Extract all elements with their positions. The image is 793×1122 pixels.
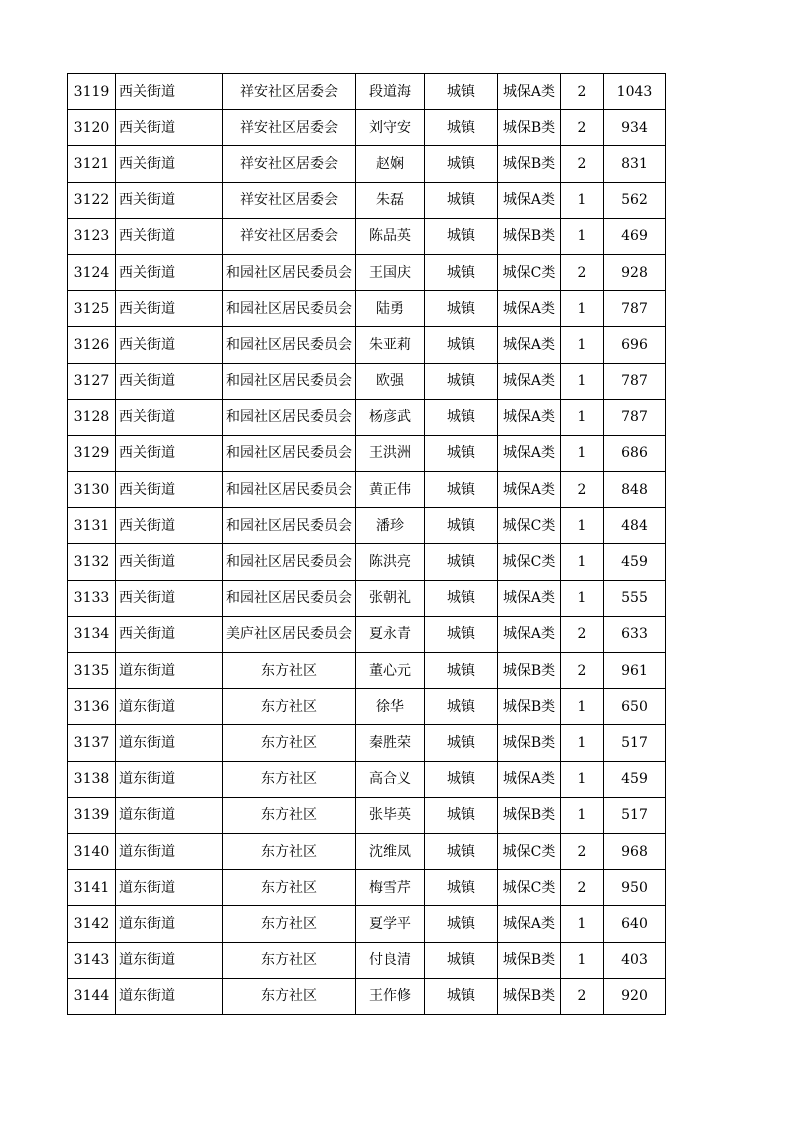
household-count-cell: 1 bbox=[561, 942, 604, 978]
name-cell: 张朝礼 bbox=[356, 580, 425, 616]
table-row bbox=[68, 327, 666, 363]
name-cell: 欧强 bbox=[356, 363, 425, 399]
insurance-type-cell: 城保A类 bbox=[498, 363, 561, 399]
name-cell: 秦胜荣 bbox=[356, 725, 425, 761]
amount-cell: 555 bbox=[604, 580, 666, 616]
street-cell: 西关街道 bbox=[116, 327, 223, 363]
household-count-cell: 1 bbox=[561, 761, 604, 797]
table-row bbox=[68, 435, 666, 471]
community-cell: 和园社区居民委员会 bbox=[223, 363, 356, 399]
community-cell: 祥安社区居委会 bbox=[223, 146, 356, 182]
amount-cell: 787 bbox=[604, 363, 666, 399]
insurance-type-cell: 城保C类 bbox=[498, 544, 561, 580]
area-cell: 城镇 bbox=[425, 182, 498, 218]
street-cell: 西关街道 bbox=[116, 435, 223, 471]
row-id-cell: 3132 bbox=[68, 544, 116, 580]
insurance-type-cell: 城保B类 bbox=[498, 797, 561, 833]
table-row bbox=[68, 399, 666, 435]
amount-cell: 787 bbox=[604, 291, 666, 327]
street-cell: 西关街道 bbox=[116, 291, 223, 327]
row-id-cell: 3133 bbox=[68, 580, 116, 616]
table-row bbox=[68, 146, 666, 182]
table-row bbox=[68, 870, 666, 906]
household-count-cell: 1 bbox=[561, 906, 604, 942]
insurance-type-cell: 城保A类 bbox=[498, 291, 561, 327]
street-cell: 西关街道 bbox=[116, 508, 223, 544]
community-cell: 和园社区居民委员会 bbox=[223, 472, 356, 508]
area-cell: 城镇 bbox=[425, 472, 498, 508]
street-cell: 西关街道 bbox=[116, 182, 223, 218]
household-count-cell: 1 bbox=[561, 580, 604, 616]
amount-cell: 633 bbox=[604, 616, 666, 652]
insurance-type-cell: 城保B类 bbox=[498, 725, 561, 761]
amount-cell: 950 bbox=[604, 870, 666, 906]
insurance-type-cell: 城保A类 bbox=[498, 761, 561, 797]
area-cell: 城镇 bbox=[425, 616, 498, 652]
name-cell: 王国庆 bbox=[356, 254, 425, 290]
street-cell: 西关街道 bbox=[116, 580, 223, 616]
row-id-cell: 3131 bbox=[68, 508, 116, 544]
name-cell: 潘珍 bbox=[356, 508, 425, 544]
household-count-cell: 2 bbox=[561, 74, 604, 110]
table-row bbox=[68, 508, 666, 544]
records-table bbox=[67, 73, 666, 1015]
amount-cell: 848 bbox=[604, 472, 666, 508]
community-cell: 和园社区居民委员会 bbox=[223, 327, 356, 363]
community-cell: 东方社区 bbox=[223, 761, 356, 797]
street-cell: 西关街道 bbox=[116, 472, 223, 508]
amount-cell: 920 bbox=[604, 978, 666, 1014]
community-cell: 东方社区 bbox=[223, 870, 356, 906]
insurance-type-cell: 城保A类 bbox=[498, 74, 561, 110]
table-row bbox=[68, 689, 666, 725]
table-row bbox=[68, 580, 666, 616]
street-cell: 西关街道 bbox=[116, 146, 223, 182]
table-row bbox=[68, 616, 666, 652]
row-id-cell: 3125 bbox=[68, 291, 116, 327]
amount-cell: 696 bbox=[604, 327, 666, 363]
household-count-cell: 1 bbox=[561, 435, 604, 471]
table-row bbox=[68, 761, 666, 797]
community-cell: 和园社区居民委员会 bbox=[223, 544, 356, 580]
area-cell: 城镇 bbox=[425, 363, 498, 399]
street-cell: 西关街道 bbox=[116, 399, 223, 435]
insurance-type-cell: 城保A类 bbox=[498, 182, 561, 218]
row-id-cell: 3127 bbox=[68, 363, 116, 399]
area-cell: 城镇 bbox=[425, 291, 498, 327]
household-count-cell: 2 bbox=[561, 146, 604, 182]
area-cell: 城镇 bbox=[425, 942, 498, 978]
household-count-cell: 1 bbox=[561, 399, 604, 435]
street-cell: 道东街道 bbox=[116, 653, 223, 689]
amount-cell: 686 bbox=[604, 435, 666, 471]
name-cell: 朱磊 bbox=[356, 182, 425, 218]
street-cell: 西关街道 bbox=[116, 254, 223, 290]
street-cell: 道东街道 bbox=[116, 978, 223, 1014]
table-row bbox=[68, 74, 666, 110]
row-id-cell: 3124 bbox=[68, 254, 116, 290]
amount-cell: 934 bbox=[604, 110, 666, 146]
insurance-type-cell: 城保A类 bbox=[498, 327, 561, 363]
area-cell: 城镇 bbox=[425, 906, 498, 942]
area-cell: 城镇 bbox=[425, 110, 498, 146]
community-cell: 和园社区居民委员会 bbox=[223, 580, 356, 616]
household-count-cell: 1 bbox=[561, 182, 604, 218]
household-count-cell: 2 bbox=[561, 254, 604, 290]
insurance-type-cell: 城保B类 bbox=[498, 653, 561, 689]
street-cell: 西关街道 bbox=[116, 110, 223, 146]
name-cell: 刘守安 bbox=[356, 110, 425, 146]
row-id-cell: 3128 bbox=[68, 399, 116, 435]
row-id-cell: 3134 bbox=[68, 616, 116, 652]
area-cell: 城镇 bbox=[425, 978, 498, 1014]
row-id-cell: 3139 bbox=[68, 797, 116, 833]
household-count-cell: 1 bbox=[561, 327, 604, 363]
name-cell: 徐华 bbox=[356, 689, 425, 725]
name-cell: 黄正伟 bbox=[356, 472, 425, 508]
insurance-type-cell: 城保C类 bbox=[498, 870, 561, 906]
insurance-type-cell: 城保B类 bbox=[498, 978, 561, 1014]
name-cell: 段道海 bbox=[356, 74, 425, 110]
insurance-type-cell: 城保A类 bbox=[498, 580, 561, 616]
street-cell: 西关街道 bbox=[116, 218, 223, 254]
area-cell: 城镇 bbox=[425, 399, 498, 435]
street-cell: 道东街道 bbox=[116, 797, 223, 833]
household-count-cell: 2 bbox=[561, 110, 604, 146]
amount-cell: 650 bbox=[604, 689, 666, 725]
table-row bbox=[68, 363, 666, 399]
area-cell: 城镇 bbox=[425, 797, 498, 833]
insurance-type-cell: 城保A类 bbox=[498, 616, 561, 652]
community-cell: 东方社区 bbox=[223, 689, 356, 725]
community-cell: 美庐社区居民委员会 bbox=[223, 616, 356, 652]
amount-cell: 968 bbox=[604, 833, 666, 869]
area-cell: 城镇 bbox=[425, 870, 498, 906]
community-cell: 和园社区居民委员会 bbox=[223, 508, 356, 544]
insurance-type-cell: 城保A类 bbox=[498, 906, 561, 942]
street-cell: 西关街道 bbox=[116, 616, 223, 652]
table-row bbox=[68, 978, 666, 1014]
table-row bbox=[68, 472, 666, 508]
name-cell: 朱亚莉 bbox=[356, 327, 425, 363]
amount-cell: 787 bbox=[604, 399, 666, 435]
area-cell: 城镇 bbox=[425, 218, 498, 254]
row-id-cell: 3135 bbox=[68, 653, 116, 689]
community-cell: 和园社区居民委员会 bbox=[223, 435, 356, 471]
area-cell: 城镇 bbox=[425, 508, 498, 544]
amount-cell: 403 bbox=[604, 942, 666, 978]
area-cell: 城镇 bbox=[425, 580, 498, 616]
community-cell: 东方社区 bbox=[223, 725, 356, 761]
community-cell: 东方社区 bbox=[223, 906, 356, 942]
insurance-type-cell: 城保C类 bbox=[498, 833, 561, 869]
amount-cell: 928 bbox=[604, 254, 666, 290]
row-id-cell: 3121 bbox=[68, 146, 116, 182]
amount-cell: 961 bbox=[604, 653, 666, 689]
name-cell: 陆勇 bbox=[356, 291, 425, 327]
household-count-cell: 2 bbox=[561, 616, 604, 652]
area-cell: 城镇 bbox=[425, 254, 498, 290]
row-id-cell: 3126 bbox=[68, 327, 116, 363]
household-count-cell: 1 bbox=[561, 291, 604, 327]
insurance-type-cell: 城保B类 bbox=[498, 218, 561, 254]
amount-cell: 1043 bbox=[604, 74, 666, 110]
household-count-cell: 1 bbox=[561, 689, 604, 725]
area-cell: 城镇 bbox=[425, 435, 498, 471]
row-id-cell: 3136 bbox=[68, 689, 116, 725]
community-cell: 和园社区居民委员会 bbox=[223, 291, 356, 327]
household-count-cell: 1 bbox=[561, 544, 604, 580]
table-row bbox=[68, 797, 666, 833]
row-id-cell: 3144 bbox=[68, 978, 116, 1014]
table-row bbox=[68, 110, 666, 146]
table-row bbox=[68, 833, 666, 869]
insurance-type-cell: 城保C类 bbox=[498, 254, 561, 290]
row-id-cell: 3119 bbox=[68, 74, 116, 110]
community-cell: 东方社区 bbox=[223, 978, 356, 1014]
community-cell: 和园社区居民委员会 bbox=[223, 399, 356, 435]
community-cell: 东方社区 bbox=[223, 653, 356, 689]
row-id-cell: 3137 bbox=[68, 725, 116, 761]
area-cell: 城镇 bbox=[425, 327, 498, 363]
amount-cell: 459 bbox=[604, 761, 666, 797]
amount-cell: 640 bbox=[604, 906, 666, 942]
name-cell: 夏学平 bbox=[356, 906, 425, 942]
street-cell: 道东街道 bbox=[116, 761, 223, 797]
household-count-cell: 1 bbox=[561, 725, 604, 761]
name-cell: 张毕英 bbox=[356, 797, 425, 833]
community-cell: 祥安社区居委会 bbox=[223, 182, 356, 218]
amount-cell: 517 bbox=[604, 797, 666, 833]
area-cell: 城镇 bbox=[425, 689, 498, 725]
area-cell: 城镇 bbox=[425, 725, 498, 761]
household-count-cell: 1 bbox=[561, 218, 604, 254]
table-row bbox=[68, 942, 666, 978]
row-id-cell: 3130 bbox=[68, 472, 116, 508]
table-row bbox=[68, 906, 666, 942]
name-cell: 赵娴 bbox=[356, 146, 425, 182]
row-id-cell: 3140 bbox=[68, 833, 116, 869]
household-count-cell: 1 bbox=[561, 797, 604, 833]
street-cell: 道东街道 bbox=[116, 906, 223, 942]
insurance-type-cell: 城保B类 bbox=[498, 942, 561, 978]
amount-cell: 831 bbox=[604, 146, 666, 182]
household-count-cell: 2 bbox=[561, 472, 604, 508]
row-id-cell: 3120 bbox=[68, 110, 116, 146]
area-cell: 城镇 bbox=[425, 833, 498, 869]
community-cell: 祥安社区居委会 bbox=[223, 74, 356, 110]
name-cell: 杨彦武 bbox=[356, 399, 425, 435]
household-count-cell: 2 bbox=[561, 978, 604, 1014]
row-id-cell: 3123 bbox=[68, 218, 116, 254]
amount-cell: 459 bbox=[604, 544, 666, 580]
amount-cell: 469 bbox=[604, 218, 666, 254]
insurance-type-cell: 城保B类 bbox=[498, 110, 561, 146]
insurance-type-cell: 城保A类 bbox=[498, 435, 561, 471]
row-id-cell: 3138 bbox=[68, 761, 116, 797]
household-count-cell: 1 bbox=[561, 508, 604, 544]
area-cell: 城镇 bbox=[425, 74, 498, 110]
table-row bbox=[68, 254, 666, 290]
name-cell: 陈品英 bbox=[356, 218, 425, 254]
amount-cell: 562 bbox=[604, 182, 666, 218]
amount-cell: 517 bbox=[604, 725, 666, 761]
street-cell: 西关街道 bbox=[116, 74, 223, 110]
community-cell: 东方社区 bbox=[223, 833, 356, 869]
insurance-type-cell: 城保A类 bbox=[498, 472, 561, 508]
community-cell: 东方社区 bbox=[223, 942, 356, 978]
household-count-cell: 1 bbox=[561, 363, 604, 399]
community-cell: 祥安社区居委会 bbox=[223, 110, 356, 146]
name-cell: 高合义 bbox=[356, 761, 425, 797]
household-count-cell: 2 bbox=[561, 833, 604, 869]
name-cell: 付良清 bbox=[356, 942, 425, 978]
street-cell: 道东街道 bbox=[116, 689, 223, 725]
table-row bbox=[68, 544, 666, 580]
name-cell: 陈洪亮 bbox=[356, 544, 425, 580]
community-cell: 祥安社区居委会 bbox=[223, 218, 356, 254]
area-cell: 城镇 bbox=[425, 146, 498, 182]
household-count-cell: 2 bbox=[561, 653, 604, 689]
table-row bbox=[68, 653, 666, 689]
area-cell: 城镇 bbox=[425, 653, 498, 689]
street-cell: 道东街道 bbox=[116, 870, 223, 906]
insurance-type-cell: 城保A类 bbox=[498, 399, 561, 435]
area-cell: 城镇 bbox=[425, 544, 498, 580]
name-cell: 梅雪芹 bbox=[356, 870, 425, 906]
records-table-body bbox=[68, 74, 666, 1015]
area-cell: 城镇 bbox=[425, 761, 498, 797]
street-cell: 道东街道 bbox=[116, 833, 223, 869]
household-count-cell: 2 bbox=[561, 870, 604, 906]
table-row bbox=[68, 291, 666, 327]
name-cell: 沈维凤 bbox=[356, 833, 425, 869]
row-id-cell: 3141 bbox=[68, 870, 116, 906]
row-id-cell: 3122 bbox=[68, 182, 116, 218]
community-cell: 东方社区 bbox=[223, 797, 356, 833]
insurance-type-cell: 城保B类 bbox=[498, 146, 561, 182]
street-cell: 道东街道 bbox=[116, 942, 223, 978]
name-cell: 王洪洲 bbox=[356, 435, 425, 471]
table-row bbox=[68, 725, 666, 761]
name-cell: 王作修 bbox=[356, 978, 425, 1014]
table-row bbox=[68, 218, 666, 254]
name-cell: 董心元 bbox=[356, 653, 425, 689]
row-id-cell: 3129 bbox=[68, 435, 116, 471]
amount-cell: 484 bbox=[604, 508, 666, 544]
row-id-cell: 3142 bbox=[68, 906, 116, 942]
street-cell: 西关街道 bbox=[116, 363, 223, 399]
insurance-type-cell: 城保C类 bbox=[498, 508, 561, 544]
table-row bbox=[68, 182, 666, 218]
street-cell: 西关街道 bbox=[116, 544, 223, 580]
insurance-type-cell: 城保B类 bbox=[498, 689, 561, 725]
community-cell: 和园社区居民委员会 bbox=[223, 254, 356, 290]
street-cell: 道东街道 bbox=[116, 725, 223, 761]
name-cell: 夏永青 bbox=[356, 616, 425, 652]
row-id-cell: 3143 bbox=[68, 942, 116, 978]
